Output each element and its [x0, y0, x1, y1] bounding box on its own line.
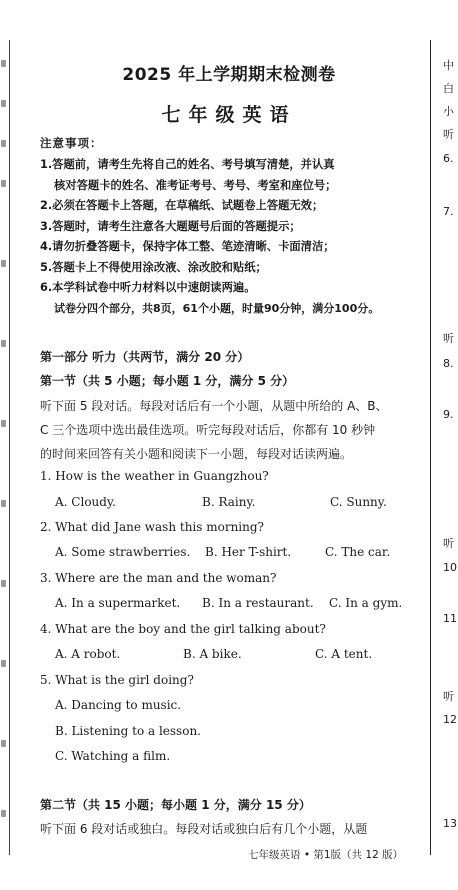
margin-text: 9.	[443, 408, 454, 421]
notes-heading: 注意事项：	[40, 136, 103, 150]
option: B. Listening to a lesson.	[55, 724, 201, 738]
question-stem: 4. What are the boy and the girl talking about?	[40, 622, 326, 636]
note-item: 5.答题卡上不得使用涂改液、涂改胶和贴纸；	[40, 260, 267, 274]
column-divider	[430, 40, 431, 855]
margin-text: 小	[443, 105, 454, 118]
question-stem: 3. Where are the man and the woman?	[40, 571, 277, 585]
note-item: 4.请勿折叠答题卡，保持字体工整、笔迹清晰、卡面清洁；	[40, 240, 335, 253]
note-item: 核对答题卡的姓名、准考证考号、考号、考室和座位号；	[54, 178, 337, 192]
section1-instructions	[40, 394, 425, 466]
section2-heading: 第二节（共 15 小题；每小题 1 分，满分 15 分）	[40, 798, 311, 812]
exam-summary: 试卷分四个部分，共8页，61个小题，时量90分钟，满分100分。	[54, 301, 380, 315]
question-stem: 1. How is the weather in Guangzhou?	[40, 469, 269, 483]
margin-text: 听	[443, 537, 454, 550]
option: B. A bike.	[183, 647, 242, 661]
binding-line	[9, 40, 10, 855]
margin-text: 白	[443, 82, 454, 95]
binding-marks	[0, 40, 8, 855]
margin-text: 6.	[443, 152, 454, 165]
margin-text: 12	[443, 713, 457, 726]
section2-instruction: 听下面 6 段对话或独白。每段对话或独白后有几个小题，从题	[40, 822, 368, 836]
margin-text: 听	[443, 128, 454, 141]
option: B. Her T-shirt.	[205, 545, 292, 559]
part1-heading: 第一部分 听力（共两节，满分 20 分）	[40, 350, 250, 364]
note-item: 6.本学科试卷中听力材料以中速朗读两遍。	[40, 281, 256, 294]
instruction-line: 的时间来回答有关小题和阅读下一小题，每段对话读两遍。	[40, 447, 353, 461]
note-item: 3.答题时，请考生注意各大题题号后面的答题提示；	[40, 219, 301, 233]
margin-text: 8.	[443, 357, 454, 370]
option: A. Some strawberries.	[55, 545, 191, 559]
question-stem: 5. What is the girl doing?	[40, 673, 194, 687]
instruction-line: 听下面 5 段对话。每段对话后有一个小题，从题中所给的 A、B、	[40, 399, 388, 413]
section1-heading: 第一节（共 5 小题；每小题 1 分，满分 5 分）	[40, 374, 295, 388]
margin-text: 11	[443, 612, 457, 625]
option: C. Watching a film.	[55, 749, 171, 763]
margin-text: 听	[443, 332, 454, 345]
margin-text: 10	[443, 561, 457, 574]
note-item: 1.答题前，请考生先将自己的姓名、考号填写清楚，并认真	[40, 158, 335, 171]
subject-title: 七年级英语	[161, 104, 297, 126]
option: C. In a gym.	[329, 596, 403, 610]
page-footer: 七年级英语 • 第1版（共 12 版）	[248, 849, 404, 861]
margin-text: 7.	[443, 205, 454, 218]
option: A. In a supermarket.	[55, 596, 181, 610]
exam-title: 2025 年上学期期末检测卷	[122, 65, 336, 85]
option: B. Rainy.	[202, 495, 256, 509]
option: C. The car.	[325, 545, 391, 559]
notes-block	[40, 135, 420, 319]
margin-text: 13	[443, 817, 457, 830]
option: C. A tent.	[315, 647, 373, 661]
option: B. In a restaurant.	[202, 596, 314, 610]
option: A. A robot.	[55, 647, 121, 661]
note-item: 2.必须在答题卡上答题，在草稿纸、试题卷上答题无效；	[40, 199, 324, 212]
option: A. Cloudy.	[55, 495, 116, 509]
option: A. Dancing to music.	[55, 698, 182, 712]
option: C. Sunny.	[330, 495, 387, 509]
instruction-line: C 三个选项中选出最佳选项。听完每段对话后，你都有 10 秒钟	[40, 423, 376, 437]
question-stem: 2. What did Jane wash this morning?	[40, 520, 264, 534]
margin-text: 中	[443, 59, 454, 72]
margin-text: 听	[443, 690, 454, 703]
